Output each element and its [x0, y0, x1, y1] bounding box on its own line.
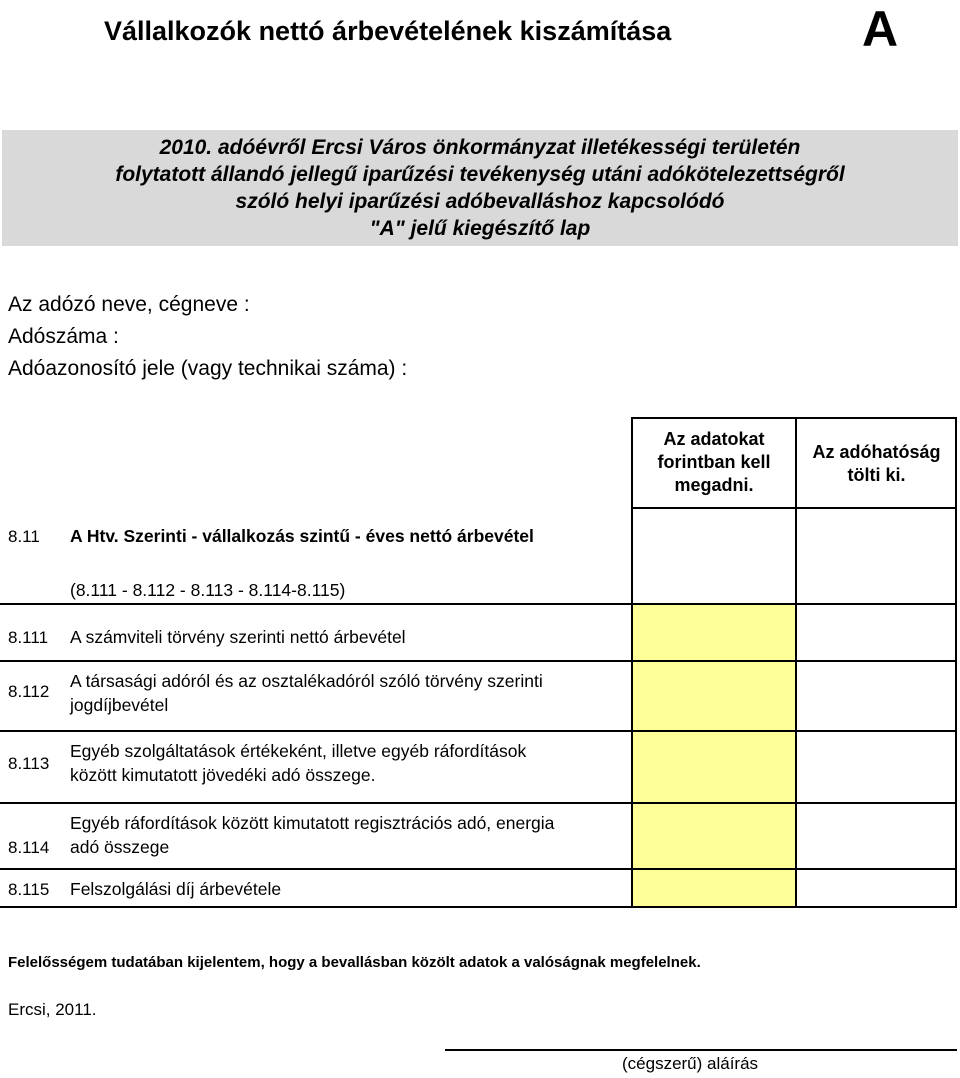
form-letter: A	[862, 1, 899, 57]
table-border-right	[955, 417, 957, 908]
banner-line: "A" jelű kiegészítő lap	[369, 217, 591, 240]
row-desc-8114: Egyéb ráfordítások között kimutatott regisztrációs adó, energia adó összege	[70, 813, 555, 857]
row-desc-8113: Egyéb szolgáltatások értékeként, illetve egyéb ráfordítások között kimutatott jövedéki adó összege.	[70, 741, 527, 785]
banner-line: szóló helyi iparűzési adóbevalláshoz kapcsolódó	[235, 190, 725, 213]
row-desc-8111: A számviteli törvény szerinti nettó árbevétel	[70, 627, 406, 647]
table-border-middle	[795, 417, 797, 908]
taxpayer-name-label: Az adózó neve, cégneve :	[8, 293, 250, 316]
row-formula-811: (8.111 - 8.112 - 8.113 - 8.114-8.115)	[70, 580, 346, 600]
place-date: Ercsi, 2011.	[8, 1000, 97, 1019]
page-title: Vállalkozók nettó árbevételének kiszámítása	[104, 16, 672, 46]
row-code-811: 8.11	[8, 527, 40, 546]
authority-column-header: Az adóhatóság tölti ki.	[812, 442, 941, 485]
form-banner	[0, 134, 960, 242]
banner-line: folytatott állandó jellegű iparűzési tevékenység utáni adókötelezettségről	[115, 163, 845, 186]
amount-cell-8111[interactable]	[633, 605, 795, 660]
row-code-8112: 8.112	[8, 682, 50, 701]
table-row-divider	[631, 507, 957, 509]
tax-number-label: Adószáma :	[8, 325, 119, 348]
row-code-8113: 8.113	[8, 754, 50, 773]
table-row-divider	[0, 603, 957, 605]
amount-cell-8115[interactable]	[633, 870, 795, 906]
banner-line: 2010. adóévről Ercsi Város önkormányzat illetékességi területén	[159, 136, 801, 159]
table-row-divider	[0, 730, 957, 732]
amount-cell-8112[interactable]	[633, 662, 795, 730]
table-row-divider	[0, 868, 957, 870]
table-border-top	[631, 417, 957, 419]
row-code-8111: 8.111	[8, 628, 49, 647]
row-desc-8115: Felszolgálási díj árbevétele	[70, 879, 282, 899]
row-desc-811: A Htv. Szerinti - vállalkozás szintű - éves nettó árbevétel	[70, 526, 534, 546]
amount-cell-8113[interactable]	[633, 732, 795, 802]
signature-label: (cégszerű) aláírás	[622, 1054, 759, 1073]
table-row-divider	[0, 660, 957, 662]
amount-column-header: Az adatokat forintban kell megadni.	[657, 429, 771, 495]
tax-id-label: Adóazonosító jele (vagy technikai száma) :	[8, 357, 408, 380]
signature-line	[445, 1049, 957, 1051]
declaration-text: Felelősségem tudatában kijelentem, hogy a bevallásban közölt adatok a valóságnak megfelelnek.	[8, 954, 701, 971]
table-row-divider	[0, 802, 957, 804]
row-code-8114: 8.114	[8, 838, 50, 857]
row-desc-8112: A társasági adóról és az osztalékadóról szóló törvény szerinti jogdíjbevétel	[70, 671, 543, 715]
amount-cell-8114[interactable]	[633, 804, 795, 868]
row-code-8115: 8.115	[8, 880, 50, 899]
table-border-bottom	[0, 906, 957, 908]
